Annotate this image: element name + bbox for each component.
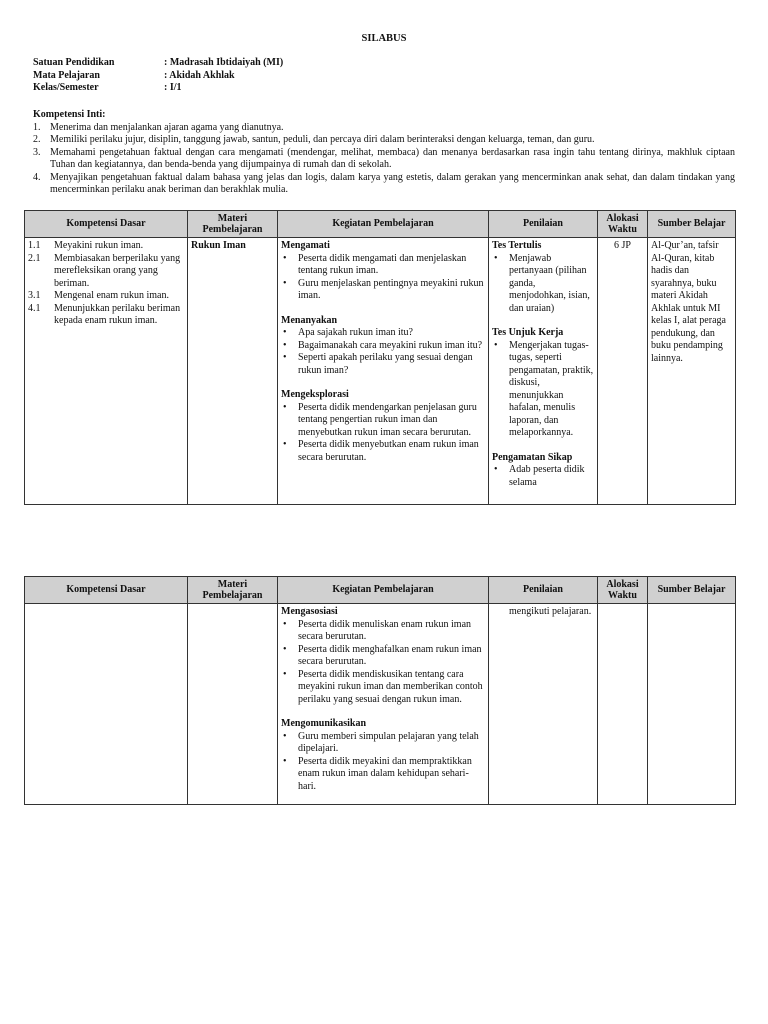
bullet-list xyxy=(281,402,485,465)
bullet-icon: • xyxy=(283,643,287,655)
list-item xyxy=(492,340,594,440)
bullet-list xyxy=(281,619,485,707)
cell-sumber xyxy=(648,604,736,805)
bullet-list xyxy=(492,464,594,489)
item-text: Menyajikan pengetahuan faktual dalam bahasa yang jelas dan logis, dalam karya yang estetis, dalam gerakan yang mencerminkan anak sehat, dan dalam tindakan yang mencerminkan perilaku anak beriman dan berakhlak mulia. xyxy=(50,171,735,195)
item-text: Apa sajakah rukun iman itu? xyxy=(298,327,413,338)
item-text: Seperti apakah perilaku yang sesuai dengan rukun iman? xyxy=(298,352,473,376)
info-row xyxy=(33,82,283,95)
item-text: Memiliki perilaku jujur, disiplin, tanggung jawab, santun, peduli, dan percaya diri dalam berinteraksi dengan keluarga, teman, dan guru. xyxy=(50,134,595,145)
item-text: Peserta didik menuliskan enam rukun iman secara berurutan. xyxy=(298,618,472,642)
header-kegiatan: Kegiatan Pembelajaran xyxy=(278,577,489,604)
kd-item xyxy=(28,253,184,291)
list-item xyxy=(281,402,485,440)
item-text: Peserta didik mengamati dan menjelaskan tentang rukun iman. xyxy=(298,252,467,276)
kd-text: Meyakini rukun iman. xyxy=(54,240,144,251)
bullet-icon: • xyxy=(283,352,287,363)
list-item xyxy=(33,147,735,172)
kegiatan-section xyxy=(281,240,485,303)
cell-alokasi: 6 JP xyxy=(598,238,648,505)
section-heading: Tes Tertulis xyxy=(492,240,542,251)
header-kegiatan: Kegiatan Pembelajaran xyxy=(278,211,489,238)
list-item xyxy=(281,352,485,377)
cell-kegiatan xyxy=(278,238,489,505)
section-heading: Tes Unjuk Kerja xyxy=(492,327,564,338)
item-text: Adab peserta didik selama xyxy=(509,464,585,488)
item-number: 1. xyxy=(33,121,41,133)
kd-item xyxy=(28,290,184,303)
bullet-list xyxy=(281,327,485,377)
kd-number: 2.1 xyxy=(28,252,41,264)
section-heading: Mengasosiasi xyxy=(281,606,338,617)
bullet-icon: • xyxy=(283,252,287,264)
header-penilaian: Penilaian xyxy=(489,211,598,238)
header-kompetensi-dasar: Kompetensi Dasar xyxy=(25,577,188,604)
header-kompetensi-dasar: Kompetensi Dasar xyxy=(25,211,188,238)
cell-sumber: Al-Qur’an, tafsir Al-Quran, kitab hadis dan syarahnya, buku materi Akidah Akhlak untuk MI kelas I, alat peraga pendukung, dan buku pendamping lainnya. xyxy=(648,238,736,505)
document-title: SILABUS xyxy=(361,33,407,44)
penilaian-section xyxy=(492,240,594,315)
item-text: Guru menjelaskan pentingnya meyakini rukun iman. xyxy=(298,277,484,301)
list-item xyxy=(33,134,735,147)
list-item xyxy=(492,464,594,489)
bullet-icon: • xyxy=(283,327,287,338)
kegiatan-section xyxy=(281,718,485,793)
table-row xyxy=(25,238,736,505)
table-header-row xyxy=(25,211,736,238)
list-item xyxy=(281,644,485,669)
item-text: Menerima dan menjalankan ajaran agama yang dianutnya. xyxy=(50,121,284,133)
bullet-icon: • xyxy=(283,668,287,680)
syllabus-table-2 xyxy=(24,576,736,805)
bullet-icon: • xyxy=(283,339,287,351)
header-sumber: Sumber Belajar xyxy=(648,211,736,238)
bullet-list xyxy=(492,253,594,316)
cell-materi xyxy=(188,604,278,805)
kegiatan-section xyxy=(281,389,485,464)
info-value: : I/1 xyxy=(164,82,182,93)
item-text: Peserta didik menghafalkan enam rukun iman secara berurutan. xyxy=(298,643,482,667)
item-text: Peserta didik meyakini dan mempraktikkan enam rukun iman dalam kehidupan sehari-hari. xyxy=(298,755,472,792)
list-item xyxy=(281,253,485,278)
list-item xyxy=(33,122,735,135)
bullet-icon: • xyxy=(283,401,287,413)
list-item xyxy=(281,756,485,794)
kd-text: Membiasakan berperilaku yang merefleksikan orang yang beriman. xyxy=(54,252,181,289)
bullet-list xyxy=(281,731,485,794)
identity-block xyxy=(33,57,283,95)
item-text: Menjawab pertanyaan (pilihan ganda, menjodohkan, isian, dan uraian) xyxy=(509,252,590,314)
bullet-icon: • xyxy=(494,252,498,264)
bullet-list xyxy=(492,340,594,440)
item-text: Memahami pengetahuan faktual dengan cara mengamati (mendengar, melihat, membaca) dan menanya berdasarkan rasa ingin tahu tentang dirinya, makhluk ciptaan Tuhan dan kegiatannya, dan benda-benda yang dijumpainya di rumah dan di sekolah. xyxy=(50,146,735,170)
item-text: Peserta didik mendiskusikan tentang cara meyakini rukun iman dan memberikan contoh perilaku yang sesuai dengan rukun iman. xyxy=(298,668,483,705)
bullet-icon: • xyxy=(494,339,498,351)
item-text: Guru memberi simpulan pelajaran yang telah dipelajari. xyxy=(298,730,479,754)
list-item xyxy=(281,731,485,756)
header-materi: Materi Pembelajaran xyxy=(188,577,278,604)
info-value: : Akidah Akhlak xyxy=(164,69,235,81)
info-label: Satuan Pendidikan xyxy=(33,57,115,68)
header-penilaian: Penilaian xyxy=(489,577,598,604)
cell-kegiatan xyxy=(278,604,489,805)
list-item xyxy=(281,340,485,353)
list-item xyxy=(33,172,735,197)
info-label: Kelas/Semester xyxy=(33,82,99,93)
list-item xyxy=(281,669,485,707)
header-materi: Materi Pembelajaran xyxy=(188,211,278,238)
section-heading: Mengomunikasikan xyxy=(281,718,367,729)
kd-item xyxy=(28,240,184,253)
penilaian-continuation: mengikuti pelajaran. xyxy=(509,606,592,617)
bullet-icon: • xyxy=(283,277,287,289)
header-alokasi: Alokasi Waktu xyxy=(598,211,648,238)
cell-penilaian xyxy=(489,604,598,805)
info-row xyxy=(33,70,283,83)
kegiatan-section xyxy=(281,315,485,378)
syllabus-table-1 xyxy=(24,210,736,505)
bullet-icon: • xyxy=(283,755,287,767)
header-sumber: Sumber Belajar xyxy=(648,577,736,604)
kd-text: Menunjukkan perilaku beriman kepada enam rukun iman. xyxy=(54,302,181,326)
penilaian-section xyxy=(492,327,594,440)
kd-item xyxy=(28,303,184,328)
item-text: Mengerjakan tugas-tugas, seperti pengamatan, praktik, diskusi, menunjukkan hafalan, menulis laporan, dan melaporkannya. xyxy=(509,339,594,438)
info-value: : Madrasah Ibtidaiyah (MI) xyxy=(164,57,284,68)
table-header-row xyxy=(25,577,736,604)
section-heading: Pengamatan Sikap xyxy=(492,451,573,463)
bullet-icon: • xyxy=(283,730,287,742)
cell-kompetensi-dasar xyxy=(25,604,188,805)
kompetensi-inti-list xyxy=(33,122,735,197)
penilaian-section xyxy=(492,452,594,490)
section-heading: Mengamati xyxy=(281,240,330,251)
kd-number: 1.1 xyxy=(28,240,41,251)
section-heading: Mengeksplorasi xyxy=(281,389,349,400)
kd-text: Mengenal enam rukun iman. xyxy=(54,290,169,301)
info-label: Mata Pelajaran xyxy=(33,69,100,81)
info-row xyxy=(33,57,283,70)
cell-alokasi xyxy=(598,604,648,805)
header-alokasi: Alokasi Waktu xyxy=(598,577,648,604)
section-heading: Menanyakan xyxy=(281,314,338,326)
list-item xyxy=(281,439,485,464)
list-item xyxy=(281,327,485,340)
bullet-icon: • xyxy=(494,464,498,475)
item-number: 2. xyxy=(33,134,41,145)
bullet-icon: • xyxy=(283,439,287,450)
item-number: 4. xyxy=(33,171,41,183)
item-text: Peserta didik mendengarkan penjelasan guru tentang pengertian rukun iman dan menyebutkan rukun iman secara berurutan. xyxy=(298,401,477,438)
kompetensi-inti-section xyxy=(33,109,735,197)
kd-number: 4.1 xyxy=(28,302,41,314)
cell-materi: Rukun Iman xyxy=(188,238,278,505)
bullet-list xyxy=(281,253,485,303)
list-item xyxy=(281,278,485,303)
table-row xyxy=(25,604,736,805)
list-item xyxy=(281,619,485,644)
bullet-icon: • xyxy=(283,618,287,630)
kd-number: 3.1 xyxy=(28,290,41,301)
item-text: Bagaimanakah cara meyakini rukun iman itu? xyxy=(298,339,483,351)
kompetensi-inti-heading: Kompetensi Inti: xyxy=(33,109,106,120)
cell-kompetensi-dasar xyxy=(25,238,188,505)
cell-penilaian xyxy=(489,238,598,505)
list-item xyxy=(492,253,594,316)
item-number: 3. xyxy=(33,146,41,158)
kegiatan-section xyxy=(281,606,485,706)
item-text: Peserta didik menyebutkan enam rukun iman secara berurutan. xyxy=(298,439,479,463)
